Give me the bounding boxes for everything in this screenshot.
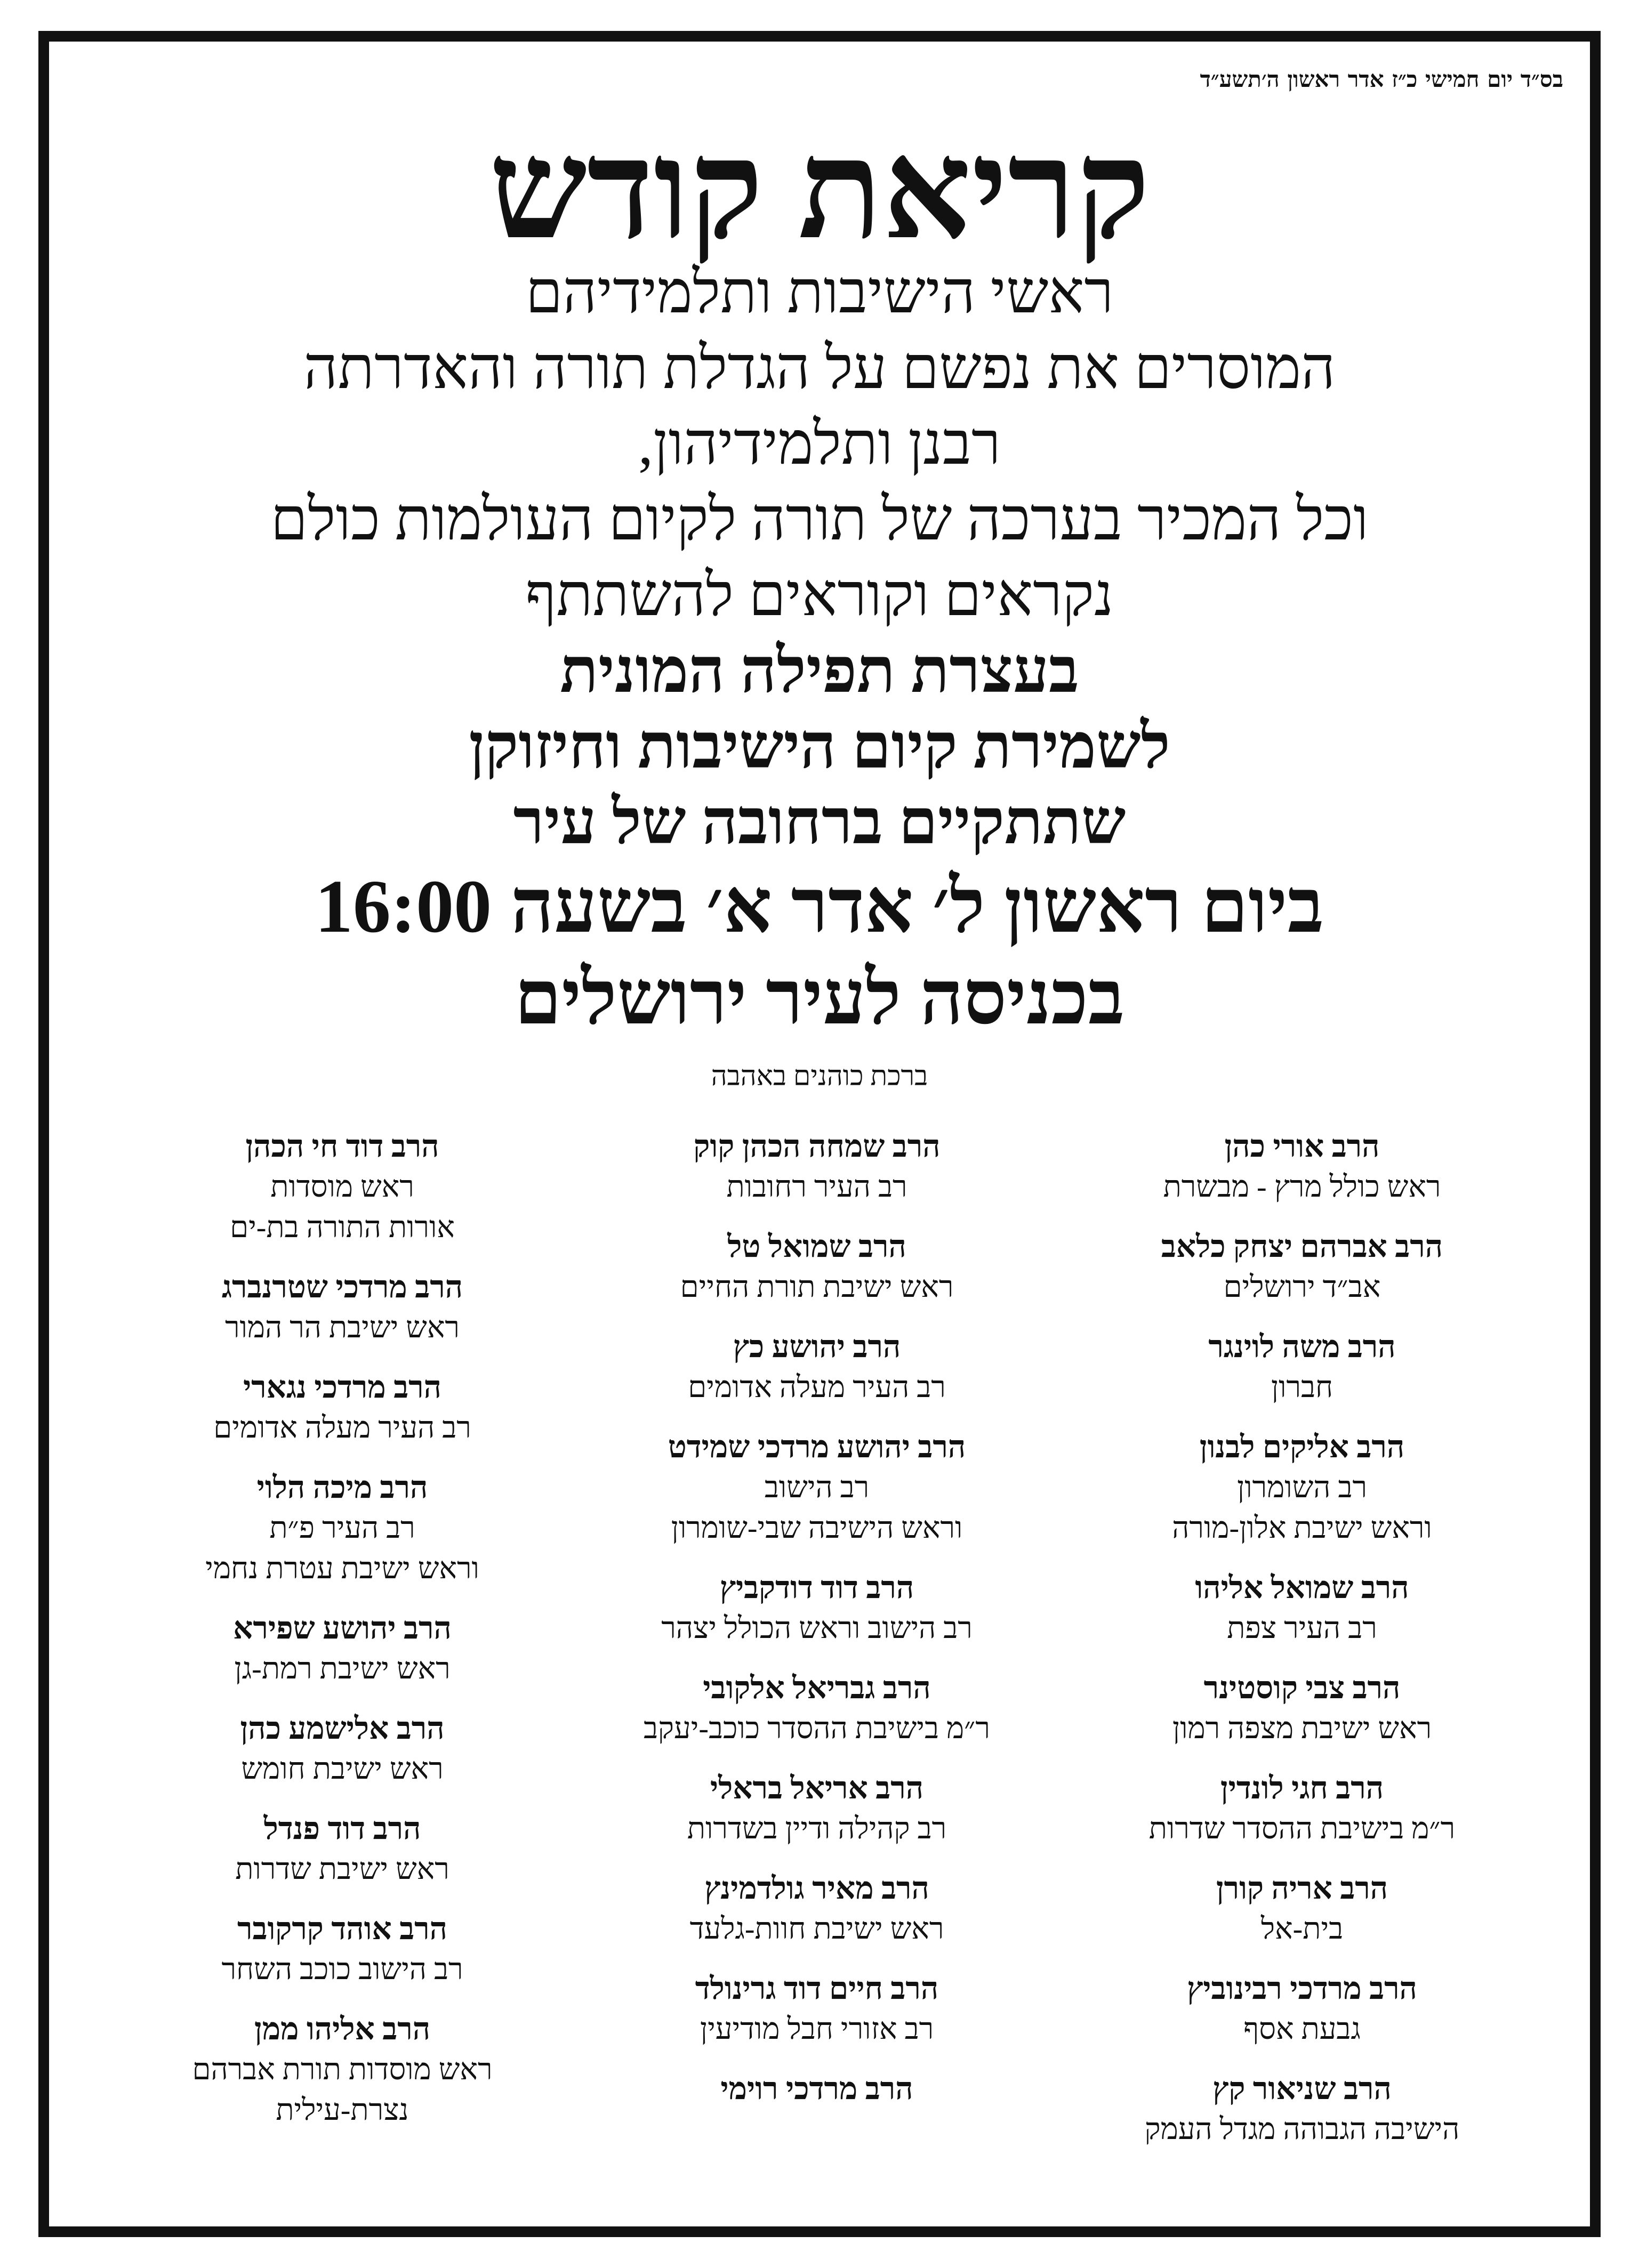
- signatory-name: הרב דוד חי הכהן: [245, 1129, 439, 1164]
- signatory-name: הרב שמחה הכהן קוק: [693, 1129, 941, 1164]
- signatories-right-column: [1067, 1126, 1537, 2169]
- signatory-role: רב העיר פ״ת: [269, 1512, 415, 1545]
- signatory-role: רב אזורי חבל מודיעין: [700, 2013, 934, 2046]
- headline-line: רבנן ותלמידיהון,: [638, 411, 1001, 477]
- signatory-name: הרב חגי לונדין: [1220, 1771, 1384, 1805]
- signatory-role: רב הישוב: [764, 1471, 870, 1504]
- signatory-role: אב״ד ירושלים: [1223, 1271, 1381, 1304]
- event-time-line: ביום ראשון ל׳ אדר א׳ בשעה 16:00: [315, 864, 1324, 948]
- signatory-name: הרב משה לוינגר: [1208, 1329, 1396, 1364]
- signatory-role: ראש ישיבת תורת החיים: [680, 1271, 954, 1304]
- signatory-entry: [582, 1126, 1051, 1207]
- signatory-entry: [582, 2069, 1051, 2109]
- event-location-line: בכניסה לעיר ירושלים: [514, 956, 1125, 1040]
- headline-line: המוסרים את נפשם על הגדלת תורה והאדרתה: [303, 335, 1336, 401]
- signatory-name: הרב אוהד קרקובר: [237, 1911, 447, 1946]
- signatory-role: וראש הישיבה שבי-שומרון: [671, 1512, 963, 1545]
- signatory-entry: [582, 1868, 1051, 1949]
- signatory-entry: [582, 1226, 1051, 1307]
- signatory-role: ראש מוסדות תורת אברהם: [192, 2053, 493, 2086]
- signatory-role: רב קהילה ודיין בשדרות: [687, 1812, 947, 1845]
- signatory-entry: [582, 1427, 1051, 1548]
- signatory-entry: [582, 1668, 1051, 1749]
- signatory-role: רב העיר מעלה אדומים: [688, 1371, 946, 1404]
- signatory-name: הרב אליקים לבנון: [1199, 1430, 1405, 1464]
- signatory-name: הרב מרדכי רוימי: [720, 2071, 913, 2106]
- signatory-role: ר״מ בישיבת ההסדר שדרות: [1148, 1812, 1456, 1845]
- signatory-entry: [1067, 1427, 1537, 1548]
- signatory-role: ראש ישיבת רמת-גן: [234, 1652, 451, 1685]
- headline-line: נקראים וקוראים להשתתף: [525, 562, 1114, 628]
- signatories-left-column: [108, 1126, 577, 2150]
- signatory-entry: [582, 1568, 1051, 1649]
- signatory-role: ר״מ בישיבת ההסדר כוכב-יעקב: [644, 1712, 990, 1745]
- signatory-name: הרב דוד פנדל: [263, 1811, 421, 1846]
- signatory-entry: [1067, 1968, 1537, 2049]
- signatory-role: גבעת אסף: [1243, 2013, 1361, 2046]
- signatory-role: ראש ישיבת שדרות: [235, 1853, 449, 1886]
- signatory-role: רב השומרון: [1237, 1471, 1367, 1504]
- signatory-role: רב הישוב וראש הכולל יצהר: [661, 1612, 973, 1645]
- signatory-entry: [108, 1126, 577, 1248]
- signatory-name: הרב מאיר גולדמינץ: [704, 1871, 929, 1906]
- signatory-role: אורות התורה בת-ים: [230, 1211, 455, 1244]
- signatory-role: בית-אל: [1260, 1912, 1344, 1946]
- signatory-entry: [108, 1708, 577, 1789]
- signatory-role: ראש כולל מרץ - מבשרת: [1163, 1171, 1441, 1204]
- signatory-entry: [1067, 2069, 1537, 2150]
- signatory-role: וראש ישיבת עטרת נחמי: [205, 1552, 479, 1585]
- signatory-role: רב העיר מעלה אדומים: [213, 1411, 471, 1444]
- poster-frame: [38, 31, 1601, 2237]
- signatory-role: הישיבה הגבוהה מגדל העמק: [1144, 2113, 1460, 2146]
- signatory-name: הרב אליהו ממן: [254, 2012, 431, 2046]
- signatory-name: הרב גבריאל אלקובי: [703, 1670, 931, 1705]
- signatory-entry: [1067, 1868, 1537, 1949]
- signatory-role: נצרת-עילית: [276, 2094, 409, 2127]
- signatory-entry: [108, 1909, 577, 1990]
- signatory-name: הרב צבי קוסטינר: [1203, 1670, 1401, 1705]
- signatory-entry: [582, 1327, 1051, 1408]
- signatory-name: הרב אריה קורן: [1216, 1871, 1388, 1906]
- headline-line: וכל המכיר בערכה של תורה לקיום העולמות כולם: [270, 487, 1369, 553]
- signatory-entry: [108, 1809, 577, 1890]
- signatory-entry: [1067, 1126, 1537, 1207]
- signatory-name: הרב אברהם יצחק כלאב: [1161, 1229, 1443, 1264]
- signatory-name: הרב מרדכי שטרנברג: [221, 1270, 463, 1304]
- signatory-entry: [108, 1267, 577, 1348]
- event-line: בעצרת תפילה המונית: [560, 636, 1079, 706]
- signatory-entry: [1067, 1327, 1537, 1408]
- signatory-role: ראש מוסדות: [270, 1171, 414, 1204]
- signatory-entry: [108, 2009, 577, 2130]
- signatory-role: רב העיר צפת: [1227, 1612, 1377, 1645]
- signatories-middle-column: [582, 1126, 1051, 2128]
- signatory-name: הרב אריאל בראלי: [710, 1771, 924, 1805]
- signatory-role: ראש ישיבת מצפה רמון: [1172, 1712, 1432, 1745]
- signatory-name: הרב מרדכי נגארי: [243, 1370, 442, 1405]
- signatory-role: וראש ישיבת אלון-מורה: [1172, 1512, 1432, 1545]
- signatory-name: הרב אלישמע כהן: [240, 1711, 445, 1746]
- signatory-role: ראש ישיבת הר המור: [225, 1311, 460, 1344]
- signatory-entry: [1067, 1226, 1537, 1307]
- signatory-entry: [1067, 1768, 1537, 1849]
- signatory-entry: [1067, 1668, 1537, 1749]
- signatory-role: רב העיר רחובות: [726, 1171, 907, 1204]
- date-line: בס״ד יום חמישי כ״ז אדר ראשון ה׳תשע״ד: [1200, 66, 1563, 92]
- event-line: שתתקיים ברחובה של עיר: [513, 787, 1126, 857]
- signatory-name: הרב יהושע כץ: [733, 1329, 901, 1364]
- signatory-name: הרב אורי כהן: [1224, 1129, 1380, 1164]
- signatory-name: הרב חיים דוד גרינולד: [695, 1971, 939, 2006]
- signatory-name: הרב שניאור קץ: [1212, 2071, 1392, 2106]
- signatory-role: חברון: [1271, 1371, 1333, 1404]
- headline-block: [49, 114, 1590, 1044]
- signatory-name: הרב מרדכי רבינוביץ: [1187, 1971, 1417, 2006]
- signatory-role: רב הישוב כוכב השחר: [221, 1953, 463, 1986]
- signatory-role: ראש ישיבת חוות-גלעד: [689, 1912, 944, 1946]
- signatory-name: הרב שמואל אליהו: [1195, 1570, 1409, 1605]
- headline-line: ראשי הישיבות ותלמידיהם: [525, 260, 1114, 326]
- signatory-name: הרב יהושע מרדכי שמידט: [668, 1430, 966, 1464]
- signatory-name: הרב שמואל טל: [727, 1229, 906, 1264]
- signatory-role: ראש ישיבת חומש: [241, 1753, 444, 1786]
- signatory-entry: [582, 1768, 1051, 1849]
- signatory-entry: [1067, 1568, 1537, 1649]
- signatory-entry: [108, 1367, 577, 1448]
- signatory-entry: [108, 1608, 577, 1689]
- event-line: לשמירת קיום הישיבות וחיזוקן: [469, 712, 1170, 781]
- blessing-line: ברכת כוהנים באהבה: [711, 1061, 928, 1092]
- signatory-name: הרב מיכה הלוי: [256, 1470, 428, 1505]
- signatory-name: הרב דוד דודקביץ: [719, 1570, 914, 1605]
- main-title: קריאת קודש: [488, 114, 1151, 268]
- signatory-entry: [582, 1968, 1051, 2049]
- signatory-name: הרב יהושע שפירא: [233, 1611, 452, 1645]
- signatory-entry: [108, 1467, 577, 1589]
